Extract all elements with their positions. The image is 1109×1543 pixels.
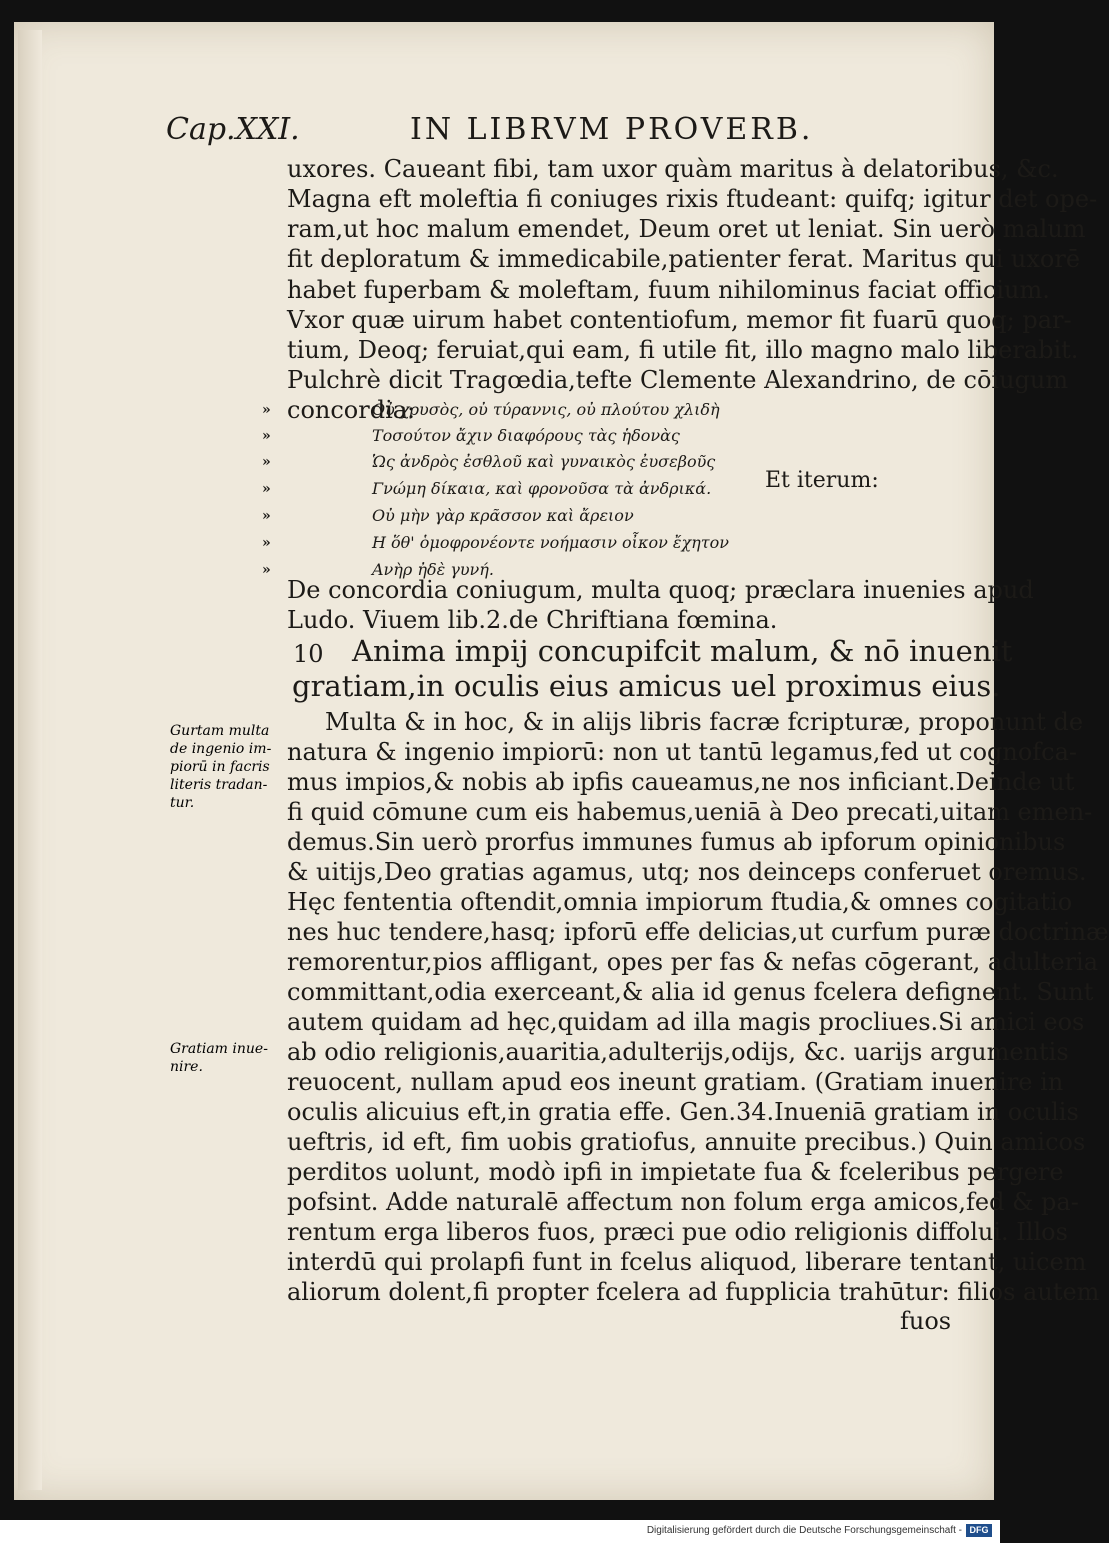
text-line: interdū qui prolapfi funt in fcelus aliquod, liberare tentant, uicem	[287, 1248, 1087, 1276]
text-line: uxores. Caueant fibi, tam uxor quàm maritus à delatoribus, &c.	[287, 155, 1059, 183]
text-line: De concordia coniugum, multa quoq; præclara inuenies apud	[287, 576, 1034, 604]
text-line: committant,odia exerceant,& alia id genus fcelera defignent. Sunt	[287, 978, 1094, 1006]
text-line: oculis alicuius eft,in gratia effe. Gen.34.Inueniā gratiam in oculis	[287, 1098, 1079, 1126]
text-line: nes huc tendere,hasq; ipforū effe delicias,ut curfum puræ doctrinæ	[287, 918, 1109, 946]
text-line: mus impios,& nobis ab ipfis caueamus,ne nos inficiant.Deinde ut	[287, 768, 1075, 796]
text-line: fit deploratum & immedicabile,patienter ferat. Maritus qui uxorē	[287, 245, 1081, 273]
text-line: demus.Sin uerò prorfus immunes fumus ab ipforum opinionibus	[287, 828, 1066, 856]
verse-text: Anima impij concupifcit malum, & nō inuenit	[352, 634, 1013, 668]
quote-mark: »	[262, 535, 271, 551]
text-line: Vxor quæ uirum habet contentiofum, memor fit fuarū quoq; par-	[287, 306, 1072, 334]
quote-mark: »	[262, 508, 271, 524]
text-line: natura & ingenio impiorū: non ut tantū legamus,fed ut cognofca-	[287, 738, 1078, 766]
text-line: remorentur,pios affligant, opes per fas & nefas cōgerant, adulteria	[287, 948, 1099, 976]
greek-verse: Οὐ μὴν γὰρ κρᾶσσον καὶ ἄρειον	[372, 506, 634, 525]
text-line: Multa & in hoc, & in alijs libris facræ fcripturæ, proponunt de	[325, 708, 1084, 736]
text-line: aliorum dolent,fi propter fcelera ad fupplicia trahūtur: filios autem	[287, 1278, 1100, 1306]
et-iterum-label: Et iterum:	[765, 468, 879, 493]
page-edge	[18, 30, 42, 1490]
margin-line: de ingenio im-	[170, 741, 272, 757]
greek-verse: Ὡς ἀνδρὸς ἐσθλοῦ καὶ γυναικὸς ἐυσεβοῦς	[372, 452, 716, 471]
greek-verse: Τοσούτον ἄχιν διαφόρους τὰς ἡδονὰς	[372, 426, 680, 445]
footer-bar	[0, 1520, 1000, 1543]
quote-mark: »	[262, 428, 271, 444]
quote-mark: »	[262, 402, 271, 418]
text-line: ram,ut hoc malum emendet, Deum oret ut leniat. Sin uerò malum	[287, 215, 1086, 243]
chapter-label: Cap.XXI.	[166, 112, 300, 147]
text-line: ueftris, id eft, fim uobis gratiofus, annuite precibus.) Quin amicos	[287, 1128, 1086, 1156]
text-line: concordia:	[287, 396, 416, 424]
verse-number: 10	[293, 640, 324, 668]
text-line: habet fuperbam & moleftam, fuum nihilominus faciat officium.	[287, 276, 1050, 304]
quote-mark: »	[262, 481, 271, 497]
text-line: tium, Deoq; feruiat,qui eam, fi utile fit, illo magno malo liberabit.	[287, 336, 1079, 364]
text-line: pofsint. Adde naturalē affectum non folum erga amicos,fed & pa-	[287, 1188, 1079, 1216]
quote-mark: »	[262, 454, 271, 470]
quote-mark: »	[262, 562, 271, 578]
funding-notice: Digitalisierung gefördert durch die Deutsche Forschungsgemeinschaft -	[646, 1525, 962, 1536]
margin-line: nire.	[170, 1059, 203, 1075]
text-line: ab odio religionis,auaritia,adulterijs,odijs, &c. uarijs argumentis	[287, 1038, 1069, 1066]
text-line: rentum erga liberos fuos, præci pue odio religionis diffolui. Illos	[287, 1218, 1068, 1246]
greek-verse: Γνώμη δίκαια, καὶ φρονοῦσα τὰ ἀνδρικά.	[372, 479, 712, 498]
greek-verse: Οὐ χρυσὸς, οὐ τύραννις, οὐ πλούτου χλιδὴ	[372, 400, 720, 419]
text-line: reuocent, nullam apud eos ineunt gratiam. (Gratiam inuenire in	[287, 1068, 1064, 1096]
text-line: Hęc fententia oftendit,omnia impiorum ftudia,& omnes cogitatio	[287, 888, 1073, 916]
margin-line: literis tradan-	[170, 777, 268, 793]
greek-verse: Η ὅθ' ὁμοφρονέοντε νοήμασιν οἶκον ἔχητον	[372, 533, 729, 552]
text-line: perditos uolunt, modò ipfi in impietate fua & fceleribus pergere	[287, 1158, 1064, 1186]
verse-text: gratiam,in oculis eius amicus uel proximus eius.	[292, 669, 1001, 703]
text-line: fi quid cōmune cum eis habemus,ueniā à Deo precati,uitam emen-	[287, 798, 1093, 826]
text-line: Pulchrè dicit Tragœdia,tefte Clemente Alexandrino, de cōiugum	[287, 366, 1069, 394]
margin-line: tur.	[170, 795, 195, 811]
text-line: Magna eft moleftia fi coniuges rixis ftudeant: quifq; igitur det ope-	[287, 185, 1098, 213]
greek-verse: Ανὴρ ἠδὲ γυνή.	[372, 560, 494, 579]
dfg-logo-icon: DFG	[966, 1524, 992, 1537]
margin-line: piorū in facris	[170, 759, 270, 775]
margin-line: Gurtam multa	[170, 723, 270, 739]
text-line: autem quidam ad hęc,quidam ad illa magis procliues.Si amici eos	[287, 1008, 1085, 1036]
catchword: fuos	[900, 1307, 952, 1335]
text-line: Ludo. Viuem lib.2.de Chriftiana fœmina.	[287, 606, 778, 634]
running-header	[0, 112, 1000, 152]
margin-line: Gratiam inue-	[170, 1041, 268, 1057]
text-line: & uitijs,Deo gratias agamus, utq; nos deinceps conferuet oremus.	[287, 858, 1087, 886]
running-title: IN LIBRVM PROVERB.	[410, 112, 814, 147]
